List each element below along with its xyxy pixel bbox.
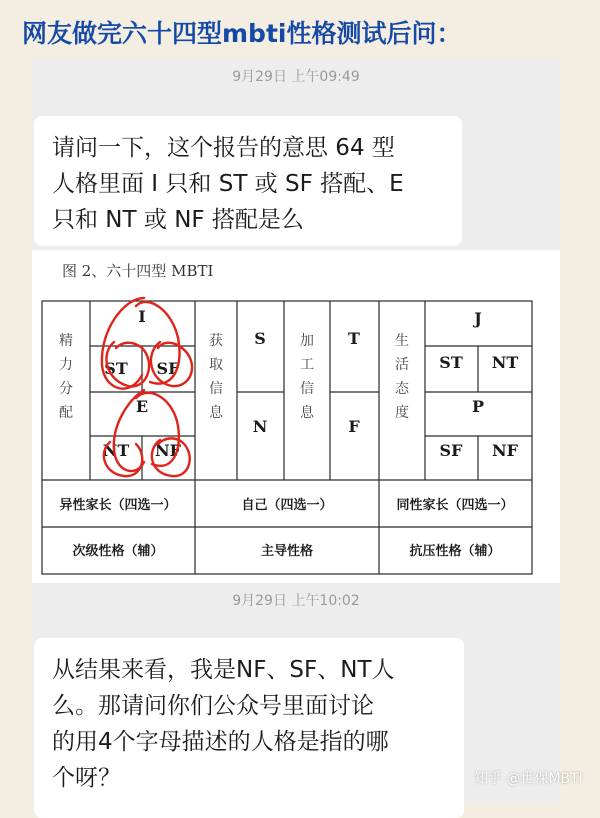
- letter-p: P: [471, 397, 485, 416]
- svg-text:取: 取: [209, 357, 223, 373]
- message-line: 请问一下，这个报告的意思 64 型: [52, 135, 395, 161]
- letter-nt: NT: [102, 441, 130, 460]
- svg-text:息: 息: [300, 405, 314, 421]
- svg-text:分: 分: [59, 381, 73, 397]
- letter-i: I: [138, 307, 146, 326]
- svg-text:活: 活: [395, 357, 409, 373]
- message-timestamp: 9月29日 上午10:02: [232, 593, 360, 609]
- letter-nf-right: NF: [492, 441, 518, 460]
- side-label-energy: 精: [59, 333, 73, 349]
- row-type-cell: 抗压性格（辅）: [409, 544, 501, 559]
- message-timestamp: 9月29日 上午09:49: [232, 69, 360, 85]
- message-line: 个呀？: [52, 765, 121, 791]
- letter-st: ST: [104, 359, 128, 378]
- mbti-table: [32, 250, 560, 583]
- svg-text:息: 息: [209, 405, 223, 421]
- svg-text:力: 力: [59, 357, 73, 373]
- row-type-cell: 主导性格: [260, 544, 314, 559]
- message-line: 人格里面 I 只和 ST 或 SF 搭配、E: [52, 171, 404, 197]
- svg-text:度: 度: [395, 405, 409, 421]
- letter-e: E: [135, 397, 149, 416]
- svg-text:配: 配: [59, 405, 73, 421]
- row-role-cell: 同性家长（四选一）: [396, 498, 514, 513]
- svg-text:信: 信: [209, 381, 223, 397]
- row-role-cell: 自己（四选一）: [241, 498, 333, 513]
- letter-nf: NF: [155, 441, 181, 460]
- side-label-lifestyle: 生: [395, 333, 409, 349]
- figure-caption: 图 2、六十四型 MBTI: [62, 262, 214, 280]
- message-bubble[interactable]: [34, 116, 462, 246]
- message-line: 的用4个字母描述的人格是指的哪: [52, 729, 389, 755]
- message-line: 么。那请问你们公众号里面讨论: [52, 693, 374, 719]
- letter-sf: SF: [156, 359, 180, 378]
- letter-f: F: [348, 417, 360, 436]
- row-type-cell: 次级性格（辅）: [72, 544, 164, 559]
- letter-s: S: [254, 329, 266, 348]
- message-line: 从结果来看，我是NF、SF、NT人: [52, 657, 395, 683]
- watermark: 知乎 @世保MBTI: [474, 771, 583, 787]
- mbti-table-image[interactable]: [32, 250, 560, 583]
- side-label-perceive: 获: [209, 333, 223, 349]
- svg-text:信: 信: [300, 381, 314, 397]
- letter-sf-right: SF: [439, 441, 463, 460]
- letter-st-right: ST: [439, 353, 463, 372]
- row-role-cell: 异性家长（四选一）: [59, 498, 177, 513]
- letter-nt-right: NT: [491, 353, 519, 372]
- letter-t: T: [348, 329, 360, 348]
- page-title: 网友做完六十四型mbti性格测试后问：: [22, 19, 462, 48]
- message-bubble[interactable]: [34, 638, 464, 818]
- svg-text:态: 态: [395, 381, 409, 397]
- message-line: 只和 NT 或 NF 搭配是么: [52, 207, 304, 233]
- letter-n: N: [252, 417, 268, 436]
- svg-text:工: 工: [300, 357, 314, 373]
- letter-j: J: [474, 309, 482, 328]
- side-label-judge: 加: [300, 333, 314, 349]
